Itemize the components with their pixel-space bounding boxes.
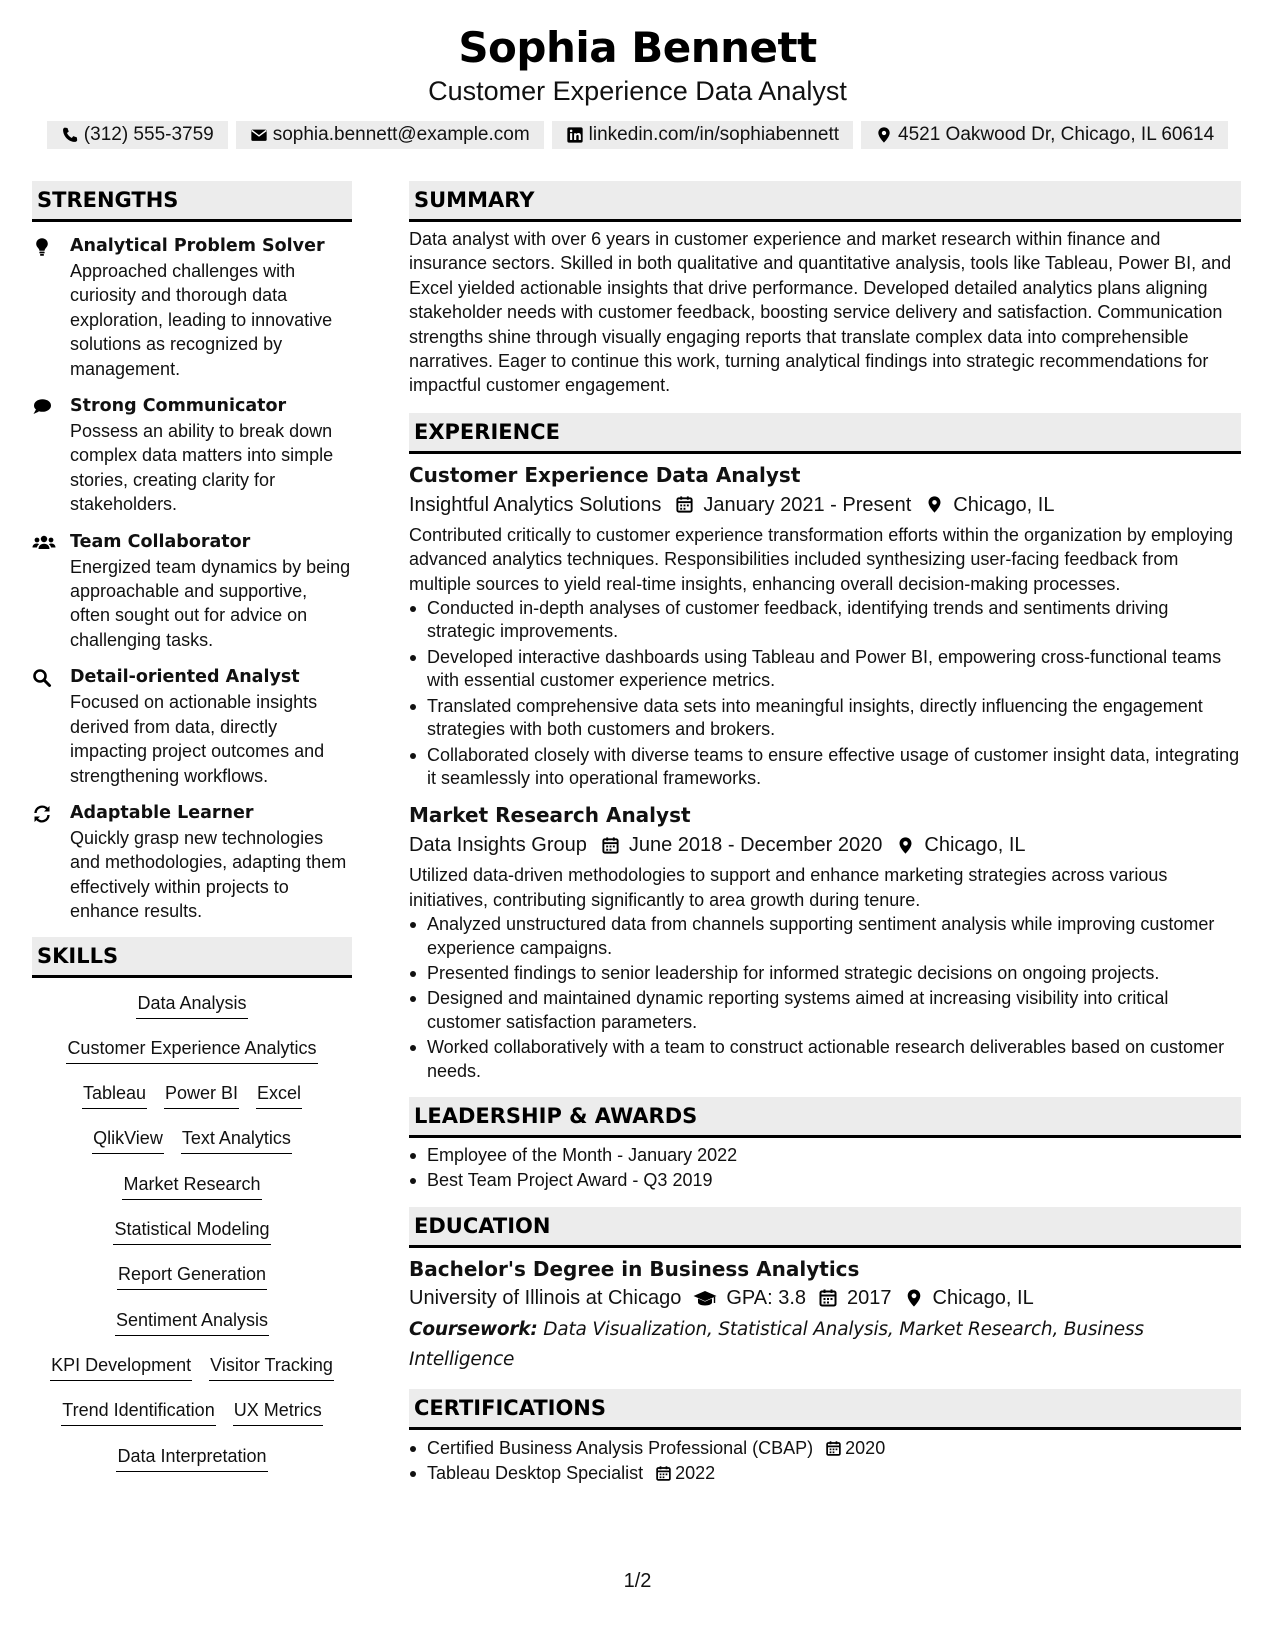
skill-tag: Report Generation <box>117 1262 267 1290</box>
skill-tag: Data Analysis <box>136 991 247 1019</box>
list-item: Presented findings to senior leadership for informed strategic decisions on ongoing projects. <box>409 962 1241 985</box>
awards-list <box>409 1144 1241 1193</box>
coursework-text: Data Visualization, Statistical Analysis, Market Research, Business Intelligence <box>409 1318 1144 1370</box>
skill-tag: Statistical Modeling <box>113 1217 270 1245</box>
job-location: Chicago, IL <box>924 834 1026 857</box>
linkedin-text: linkedin.com/in/sophiabennett <box>588 124 840 145</box>
cert-year: 2020 <box>845 1437 886 1458</box>
skill-tag: Customer Experience Analytics <box>66 1036 317 1064</box>
candidate-title: Customer Experience Data Analyst <box>428 76 847 106</box>
job-meta <box>409 490 1241 520</box>
skills-heading: SKILLS <box>32 937 352 978</box>
certifications-list <box>409 1437 1241 1486</box>
skills-section <box>32 937 352 1489</box>
education-location: Chicago, IL <box>932 1286 1034 1309</box>
skill-tag: Market Research <box>122 1172 261 1200</box>
skill-row <box>32 1308 352 1353</box>
summary-heading: SUMMARY <box>409 181 1241 222</box>
cert-year: 2022 <box>675 1463 716 1484</box>
speech-bubble-icon <box>32 397 52 417</box>
job-description: Utilized data-driven methodologies to support and enhance marketing strategies across various initiatives, contributing significantly to area growth during tenure. <box>409 865 1168 910</box>
skill-row <box>32 1353 352 1398</box>
strength-title: Analytical Problem Solver <box>70 236 325 256</box>
job-company: Data Insights Group <box>409 834 587 857</box>
search-icon <box>32 668 52 688</box>
cert-name: Certified Business Analysis Professional (CBAP) <box>427 1437 814 1458</box>
gpa: GPA: 3.8 <box>726 1286 807 1309</box>
strength-item <box>32 665 352 788</box>
skill-tag: Excel <box>256 1081 302 1109</box>
contact-phone[interactable] <box>47 121 228 149</box>
strength-description: Focused on actionable insights derived from data, directly impacting project outcomes and strengthening workflows. <box>70 692 325 786</box>
calendar-icon <box>818 1288 838 1308</box>
skill-tag: Text Analytics <box>181 1126 292 1154</box>
graduation-year: 2017 <box>847 1286 892 1309</box>
skill-row <box>32 1262 352 1307</box>
map-pin-icon <box>896 836 915 855</box>
skill-row <box>32 1126 352 1171</box>
list-item: Designed and maintained dynamic reporting systems aimed at increasing visibility into critical customer satisfaction parameters. <box>409 987 1241 1034</box>
strength-item <box>32 394 352 517</box>
list-item: Employee of the Month - January 2022 <box>409 1144 1241 1167</box>
education-meta <box>409 1283 1241 1313</box>
skill-row <box>32 991 352 1036</box>
strength-title: Strong Communicator <box>70 396 287 417</box>
education-heading: EDUCATION <box>409 1207 1241 1248</box>
job-dates: January 2021 - Present <box>703 493 912 516</box>
email-text: sophia.bennett@example.com <box>272 124 530 145</box>
list-item <box>409 1462 1241 1485</box>
school-name: University of Illinois at Chicago <box>409 1286 682 1309</box>
skill-tag: QlikView <box>92 1126 164 1154</box>
strengths-heading: STRENGTHS <box>32 181 352 222</box>
calendar-icon <box>825 1440 842 1457</box>
skill-row <box>32 1172 352 1217</box>
linkedin-icon <box>566 126 584 144</box>
skill-row <box>32 1398 352 1443</box>
map-pin-icon <box>875 126 893 144</box>
job-description: Contributed critically to customer experience transformation efforts within the organization by employing advanced analytics techniques. Responsibilities included synthesizing user-facing feedback from multiple sources to yield real-time insights, enhancing overall decision-making processes. <box>409 524 1234 594</box>
skill-row <box>32 1444 352 1489</box>
list-item: Analyzed unstructured data from channels supporting sentiment analysis while improving customer experience campaigns. <box>409 913 1241 960</box>
map-pin-icon <box>925 495 944 514</box>
job-company: Insightful Analytics Solutions <box>409 493 662 516</box>
job-title: Market Research Analyst <box>409 803 691 828</box>
strength-title: Detail-oriented Analyst <box>70 667 300 688</box>
certifications-heading: CERTIFICATIONS <box>409 1389 1241 1430</box>
degree-title: Bachelor's Degree in Business Analytics <box>409 1256 860 1281</box>
job-meta <box>409 830 1241 860</box>
skill-row <box>32 1036 352 1081</box>
list-item: Collaborated closely with diverse teams to ensure effective usage of customer insight data, integrating it seamlessly into operational frameworks. <box>409 744 1241 791</box>
skill-tag: Tableau <box>82 1081 147 1109</box>
contact-bar <box>0 121 1275 149</box>
calendar-icon <box>675 495 694 514</box>
map-pin-icon <box>904 1288 924 1308</box>
resume-header <box>0 22 1275 149</box>
contact-linkedin[interactable] <box>552 121 853 149</box>
strength-item <box>32 234 352 381</box>
candidate-name: Sophia Bennett <box>458 23 817 72</box>
calendar-icon <box>601 836 620 855</box>
skill-tag: UX Metrics <box>233 1398 323 1426</box>
job-dates: June 2018 - December 2020 <box>628 834 883 857</box>
skill-row <box>32 1217 352 1262</box>
skill-tag: KPI Development <box>50 1353 192 1381</box>
job-entry <box>409 801 1241 1083</box>
skill-tag: Data Interpretation <box>116 1444 267 1472</box>
strength-title: Adaptable Learner <box>70 802 254 823</box>
skill-tag: Power BI <box>164 1081 239 1109</box>
strength-item <box>32 530 352 653</box>
job-entry <box>409 461 1241 790</box>
strength-description: Quickly grasp new technologies and methodologies, adapting them effectively within projects to enhance results. <box>70 827 347 922</box>
users-icon <box>32 533 56 553</box>
contact-address <box>861 121 1228 149</box>
left-column <box>32 181 352 1489</box>
skill-tag: Trend Identification <box>61 1398 215 1426</box>
job-location: Chicago, IL <box>953 493 1055 516</box>
strength-title: Team Collaborator <box>70 531 251 552</box>
phone-text: (312) 555-3759 <box>83 124 214 145</box>
awards-heading: LEADERSHIP & AWARDS <box>409 1097 1241 1138</box>
list-item: Best Team Project Award - Q3 2019 <box>409 1169 1241 1192</box>
list-item: Conducted in-depth analyses of customer feedback, identifying trends and sentiments driving strategic improvements. <box>409 597 1241 644</box>
list-item <box>409 1437 1241 1460</box>
experience-heading: EXPERIENCE <box>409 413 1241 454</box>
envelope-icon <box>250 126 268 144</box>
strength-item <box>32 801 352 924</box>
lightbulb-icon <box>32 237 52 257</box>
strength-description: Possess an ability to break down complex data matters into simple stories, creating clarity for stakeholders. <box>70 421 334 515</box>
summary-text: Data analyst with over 6 years in customer experience and market research within finance and insurance sectors. Skilled in both qualitative and quantitative analysis, tools like Tableau, Power BI, and Excel yielded actionable insights that drive performance. Developed detailed analytics plans aligning stakeholder needs with customer feedback, boosting service delivery and satisfaction. Communication strengths shine through visually engaging reports that translate complex data into comprehensible narratives. Eager to continue this work, turning analytical findings into strategic recommendations for impactful customer engagement. <box>409 229 1232 396</box>
calendar-icon <box>655 1465 672 1482</box>
address-text: 4521 Oakwood Dr, Chicago, IL 60614 <box>898 124 1215 145</box>
coursework <box>409 1315 1241 1375</box>
job-bullets <box>409 913 1241 1083</box>
skill-tag: Visitor Tracking <box>209 1353 334 1381</box>
skill-row <box>32 1081 352 1126</box>
list-item: Developed interactive dashboards using Tableau and Power BI, empowering cross-functional teams with essential customer experience metrics. <box>409 646 1241 693</box>
job-bullets <box>409 597 1241 790</box>
sync-icon <box>32 804 52 824</box>
list-item: Translated comprehensive data sets into meaningful insights, directly influencing the engagement strategies with both customers and brokers. <box>409 695 1241 742</box>
page-number: 1/2 <box>623 1570 652 1592</box>
list-item: Worked collaboratively with a team to construct actionable research deliverables based on customer needs. <box>409 1036 1241 1083</box>
right-column <box>409 181 1241 1488</box>
contact-email[interactable] <box>236 121 544 149</box>
skills-list <box>32 991 352 1489</box>
strength-description: Energized team dynamics by being approachable and supportive, often sought out for advice on challenging tasks. <box>70 556 351 650</box>
coursework-label: Coursework: <box>409 1318 538 1340</box>
cert-name: Tableau Desktop Specialist <box>427 1463 644 1484</box>
job-title: Customer Experience Data Analyst <box>409 462 801 487</box>
skill-tag: Sentiment Analysis <box>115 1308 269 1336</box>
education-entry <box>409 1255 1241 1375</box>
strengths-list <box>32 234 352 924</box>
phone-icon <box>61 126 79 144</box>
graduation-cap-icon <box>693 1288 717 1308</box>
strength-description: Approached challenges with curiosity and thorough data exploration, leading to innovative solutions as recognized by management. <box>70 261 333 379</box>
